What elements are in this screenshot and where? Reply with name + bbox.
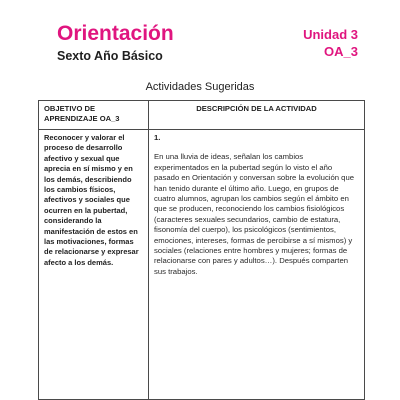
section-heading: Actividades Sugeridas [145, 81, 255, 93]
header-unit-info [303, 27, 358, 60]
table-header-row [39, 101, 365, 130]
activity-number: 1. [154, 133, 161, 142]
description-column-header: DESCRIPCIÓN DE LA ACTIVIDAD [149, 101, 365, 130]
page-title: Orientación [57, 22, 174, 45]
activity-text: En una lluvia de ideas, señalan los cambios experimentados en la pubertad según lo visto el año pasado en Orientación y conversan sobre la evolución que han tenido durante el último año. Luego, en grupos de cuatro alumnos, agrupan los cambios según el ámbito en que se producen, reconociendo los cambios fisiológicos (caracteres sexuales secundarios, cambio de estatura, fisonomía del cuerpo), los psicológicos (sentimientos, emociones, intereses, formas de percibirse a sí mismos) y sociales (relaciones entre hombres y mujeres; formas de relacionarse con pares y adultos…). Después comparten sus trabajos. [154, 152, 355, 276]
objective-cell: Reconocer y valorar el proceso de desarrollo afectivo y sexual que aprecia en sí mismo y en los demás, describiendo los cambios físicos, afectivos y sociales que ocurren en la pubertad, considerando la manifestación de estos en las motivaciones, formas de relacionarse y expresar afecto a los demás. [39, 130, 149, 400]
activity-table [38, 100, 365, 400]
table-row [39, 130, 365, 400]
objective-column-header: OBJETIVO DE APRENDIZAJE OA_3 [39, 101, 149, 130]
unit-label: Unidad 3 [303, 27, 358, 42]
page-subtitle: Sexto Año Básico [57, 49, 163, 63]
header-brand [57, 22, 174, 64]
description-cell [149, 130, 365, 400]
oa-code-label: OA_3 [324, 44, 358, 59]
